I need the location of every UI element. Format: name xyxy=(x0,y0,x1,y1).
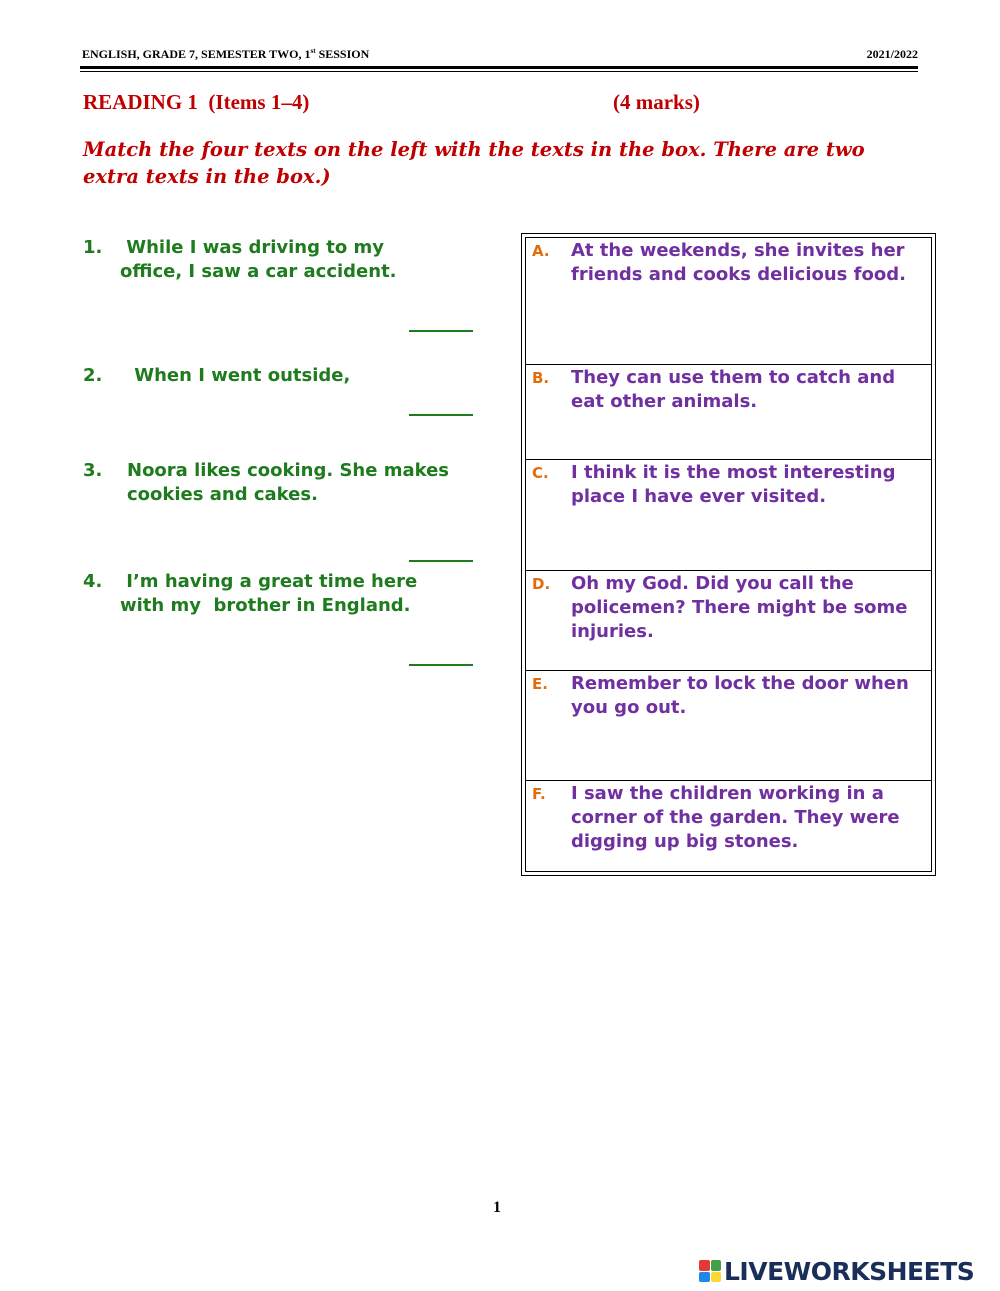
option-text: They can use them to catch and eat other animals. xyxy=(571,367,896,412)
item-number: 3. xyxy=(83,460,103,481)
item-number: 1. xyxy=(83,237,103,258)
option-letter: D. xyxy=(532,575,551,593)
option-b xyxy=(526,365,931,460)
option-a xyxy=(526,238,931,365)
item-text-line1: Noora likes cooking. She makes xyxy=(127,460,450,481)
item-text-line1: While I was driving to my xyxy=(120,237,384,258)
option-text: Remember to lock the door when you go out. xyxy=(571,673,909,718)
option-text: Oh my God. Did you call the policemen? There might be some injuries. xyxy=(571,573,908,642)
section-title: READING 1 (Items 1–4) xyxy=(83,90,310,114)
option-e xyxy=(526,671,931,781)
answer-blank-1[interactable] xyxy=(409,330,473,332)
item-1 xyxy=(83,236,493,286)
options-box xyxy=(521,233,936,876)
answer-blank-3[interactable] xyxy=(409,560,473,562)
header-year: 2021/2022 xyxy=(866,47,918,61)
item-3 xyxy=(83,459,493,509)
option-letter: E. xyxy=(532,675,548,693)
page-number: 1 xyxy=(493,1199,501,1216)
option-letter: B. xyxy=(532,369,550,387)
item-text-line1: I’m having a great time here xyxy=(120,571,418,592)
item-text-line1: When I went outside, xyxy=(128,365,351,386)
item-2 xyxy=(83,364,493,390)
option-text: I saw the children working in a corner of the garden. They were digging up big stones. xyxy=(571,783,900,852)
item-4 xyxy=(83,570,493,620)
option-letter: A. xyxy=(532,242,550,260)
option-f xyxy=(526,781,931,873)
option-letter: F. xyxy=(532,785,546,803)
header-rule-thin xyxy=(80,71,918,72)
item-number: 4. xyxy=(83,571,103,592)
liveworksheets-logo-icon xyxy=(699,1260,721,1282)
item-number: 2. xyxy=(83,365,103,386)
header-course: ENGLISH, GRADE 7, SEMESTER TWO, 1st SESSION xyxy=(82,47,370,61)
option-letter: C. xyxy=(532,464,549,482)
instructions: Match the four texts on the left with the texts in the box. There are two extra texts in the box.) xyxy=(83,138,865,188)
option-d xyxy=(526,571,931,671)
logo-text: LIVEWORKSHEETS xyxy=(724,1256,975,1286)
liveworksheets-logo[interactable] xyxy=(699,1256,974,1286)
section-marks: (4 marks) xyxy=(613,90,700,114)
answer-blank-4[interactable] xyxy=(409,664,473,666)
option-text: At the weekends, she invites her friends and cooks delicious food. xyxy=(571,240,906,285)
header-rule-thick xyxy=(80,66,918,69)
option-text: I think it is the most interesting place I have ever visited. xyxy=(571,462,896,507)
option-c xyxy=(526,460,931,571)
item-text-line2: office, I saw a car accident. xyxy=(120,261,397,282)
answer-blank-2[interactable] xyxy=(409,414,473,416)
item-text-line2: with my brother in England. xyxy=(120,595,411,616)
item-text-line2: cookies and cakes. xyxy=(127,484,318,505)
